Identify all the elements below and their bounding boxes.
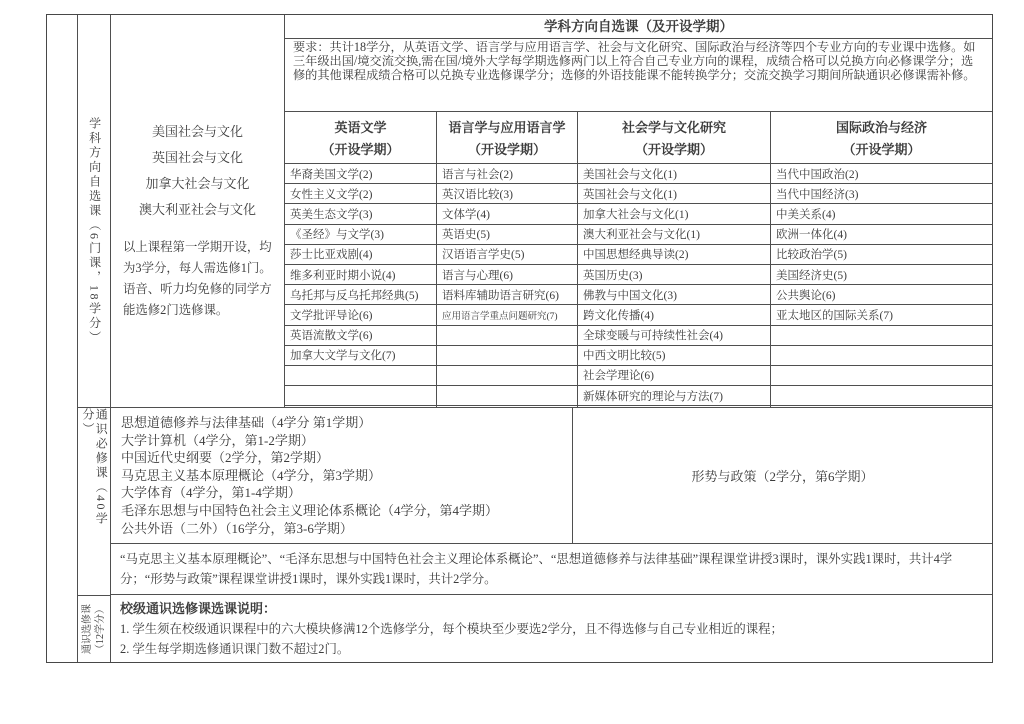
elective-requirements: 要求：共计18学分，从英语文学、语言学与应用语言学、社会与文化研究、国际政治与经济等四个专业方向的专业课中选修。如三年级出国/境交流交换,需在国/境外大学每学期选修两门以上符合自己专业方向的课程，成绩合格可以兑换方向必修课学分；选修的其他课程成绩合格可以兑换专业选修课学分；选修的外语技能课不能转换学分；交流交换学习期间所缺通识必修课需补修。: [285, 39, 992, 112]
general-elective-notes: [120, 619, 983, 659]
course-cell-empty: [285, 386, 436, 406]
required-course-list-cell: [111, 408, 573, 543]
curriculum-table: [46, 14, 993, 663]
course-cell-empty: [771, 326, 992, 346]
course-cell: 佛教与中国文化(3): [578, 285, 770, 305]
course-cell: 美国社会与文化(1): [578, 164, 770, 184]
label-line: （12学分）: [95, 604, 106, 654]
column-body: [771, 164, 992, 407]
column-subtitle: （开设学期）: [842, 142, 921, 157]
course-cell: 加拿大文学与文化(7): [285, 346, 436, 366]
course-cell: 新媒体研究的理论与方法(7): [578, 386, 770, 406]
column-subtitle: （开设学期）: [634, 142, 713, 157]
course-cell: 汉语语言学史(5): [437, 245, 577, 265]
course-column-linguistics: [437, 112, 578, 407]
elective-grid-area: [285, 15, 992, 407]
course-cell: 文学批评导论(6): [285, 305, 436, 325]
course-cell-empty: [437, 346, 577, 366]
general-elective-title: 校级通识选修课选课说明：: [120, 601, 277, 616]
column-body: [285, 164, 436, 407]
course-cell: 女性主义文学(2): [285, 184, 436, 204]
course-cell: 社会学理论(6): [578, 366, 770, 386]
policy-course-cell: [573, 408, 992, 543]
column-body: [437, 164, 577, 407]
direction-item: 加拿大社会与文化: [145, 176, 250, 191]
label-line: 通识选修课: [82, 604, 93, 654]
course-cell-empty: [771, 366, 992, 386]
course-cell: 比较政治学(5): [771, 245, 992, 265]
required-course-line: 公共外语（二外）（16学分，第3-6学期）: [121, 520, 353, 536]
course-cell: 中国思想经典导读(2): [578, 245, 770, 265]
course-cell: 英美生态文学(3): [285, 204, 436, 224]
course-cell-empty: [437, 366, 577, 386]
required-course-line: 马克思主义基本原理概论（4学分，第3学期）: [121, 467, 382, 483]
course-cell: 当代中国政治(2): [771, 164, 992, 184]
outer-margin-column: [47, 15, 78, 662]
column-header: [771, 112, 992, 164]
course-cell: 莎士比亚戏剧(4): [285, 245, 436, 265]
section-label-text-rotated: [81, 604, 107, 654]
course-cell: 英国社会与文化(1): [578, 184, 770, 204]
course-cell: 《圣经》与文学(3): [285, 225, 436, 245]
course-grid: [285, 112, 992, 407]
column-header: [285, 112, 436, 164]
course-cell: 加拿大社会与文化(1): [578, 204, 770, 224]
course-cell: 语言与社会(2): [437, 164, 577, 184]
column-header: [437, 112, 577, 164]
course-cell: 维多利亚时期小说(4): [285, 265, 436, 285]
direction-list: [111, 119, 284, 223]
section-label-text: 学科方向自选课（6门课，18学分）: [87, 116, 102, 346]
direction-item: 澳大利亚社会与文化: [138, 202, 256, 217]
course-cell: 应用语言学重点问题研究(7): [437, 305, 577, 325]
section-label-elective-directions: [78, 15, 110, 408]
general-required-section: [111, 408, 992, 544]
course-column-society-culture: [578, 112, 771, 407]
column-title: 国际政治与经济: [835, 120, 927, 135]
column-body: [578, 164, 770, 407]
course-cell: 语言与心理(6): [437, 265, 577, 285]
column-title: 英语文学: [334, 120, 387, 135]
section-label-column: [78, 15, 111, 662]
note-line: 1. 学生须在校级通识课程中的六大模块修满12个选修学分，每个模块至少要选2学分，且不得选修与自己专业相近的课程；: [120, 622, 783, 636]
direction-overview-cell: [111, 15, 285, 407]
course-cell: 中西文明比较(5): [578, 346, 770, 366]
course-column-english-literature: [285, 112, 437, 407]
direction-item: 英国社会与文化: [151, 150, 243, 165]
course-cell: 中美关系(4): [771, 204, 992, 224]
column-subtitle: （开设学期）: [467, 142, 546, 157]
table-content: [111, 15, 992, 662]
column-title: 语言学与应用语言学: [448, 120, 566, 135]
course-cell: 欧洲一体化(4): [771, 225, 992, 245]
course-cell: 语料库辅助语言研究(6): [437, 285, 577, 305]
general-elective-section: [111, 595, 992, 662]
course-cell: 乌托邦与反乌托邦经典(5): [285, 285, 436, 305]
course-cell-empty: [437, 326, 577, 346]
course-cell: 当代中国经济(3): [771, 184, 992, 204]
course-cell-empty: [437, 386, 577, 406]
course-cell: 华裔美国文学(2): [285, 164, 436, 184]
policy-course: 形势与政策（2学分，第6学期）: [691, 469, 874, 484]
section-label-text: 通识必修课（40学分）: [81, 408, 109, 527]
note-line: 2. 学生每学期选修通识课门数不超过2门。: [120, 642, 350, 656]
column-subtitle: （开设学期）: [321, 142, 400, 157]
course-cell: 跨文化传播(4): [578, 305, 770, 325]
course-cell: 公共舆论(6): [771, 285, 992, 305]
course-cell: 英国历史(3): [578, 265, 770, 285]
column-header: [578, 112, 770, 164]
required-course-line: 大学计算机（4学分，第1-2学期）: [121, 432, 314, 448]
course-cell-empty: [771, 346, 992, 366]
course-cell: 全球变暖与可持续性社会(4): [578, 326, 770, 346]
course-column-politics-economy: [771, 112, 992, 407]
course-cell-empty: [285, 366, 436, 386]
column-title: 社会学与文化研究: [621, 120, 726, 135]
course-cell: 英语流散文学(6): [285, 326, 436, 346]
course-cell: 澳大利亚社会与文化(1): [578, 225, 770, 245]
section-label-general-required: [78, 408, 110, 596]
required-course-line: 毛泽东思想与中国特色社会主义理论体系概论（4学分，第4学期）: [121, 502, 499, 518]
direction-note: 以上课程第一学期开设，均为3学分，每人需选修1门。语音、听力均免修的同学方能选修2门选修课。: [123, 240, 272, 317]
course-cell: 美国经济史(5): [771, 265, 992, 285]
credit-hours-note: “马克思主义基本原理概论”、“毛泽东思想与中国特色社会主义理论体系概论”、“思想道德修养与法律基础”课程课堂讲授3课时，课外实践1课时，共计4学分；“形势与政策”课程课堂讲授1课时，课外实践1课时，共计2学分。: [111, 544, 992, 595]
course-cell-empty: [771, 386, 992, 406]
course-cell: 文体学(4): [437, 204, 577, 224]
required-course-line: 中国近代史纲要（2学分，第2学期）: [121, 450, 330, 466]
required-course-line: 思想道德修养与法律基础（4学分 第1学期）: [121, 415, 372, 430]
course-cell: 英语史(5): [437, 225, 577, 245]
direction-item: 美国社会与文化: [151, 124, 243, 139]
elective-section-title: 学科方向自选课（及开设学期）: [285, 15, 992, 39]
elective-direction-section: [111, 15, 992, 408]
required-course-line: 大学体育（4学分，第1-4学期）: [121, 485, 301, 501]
section-label-general-elective: [78, 596, 110, 662]
course-cell: 英汉语比较(3): [437, 184, 577, 204]
course-cell: 亚太地区的国际关系(7): [771, 305, 992, 325]
